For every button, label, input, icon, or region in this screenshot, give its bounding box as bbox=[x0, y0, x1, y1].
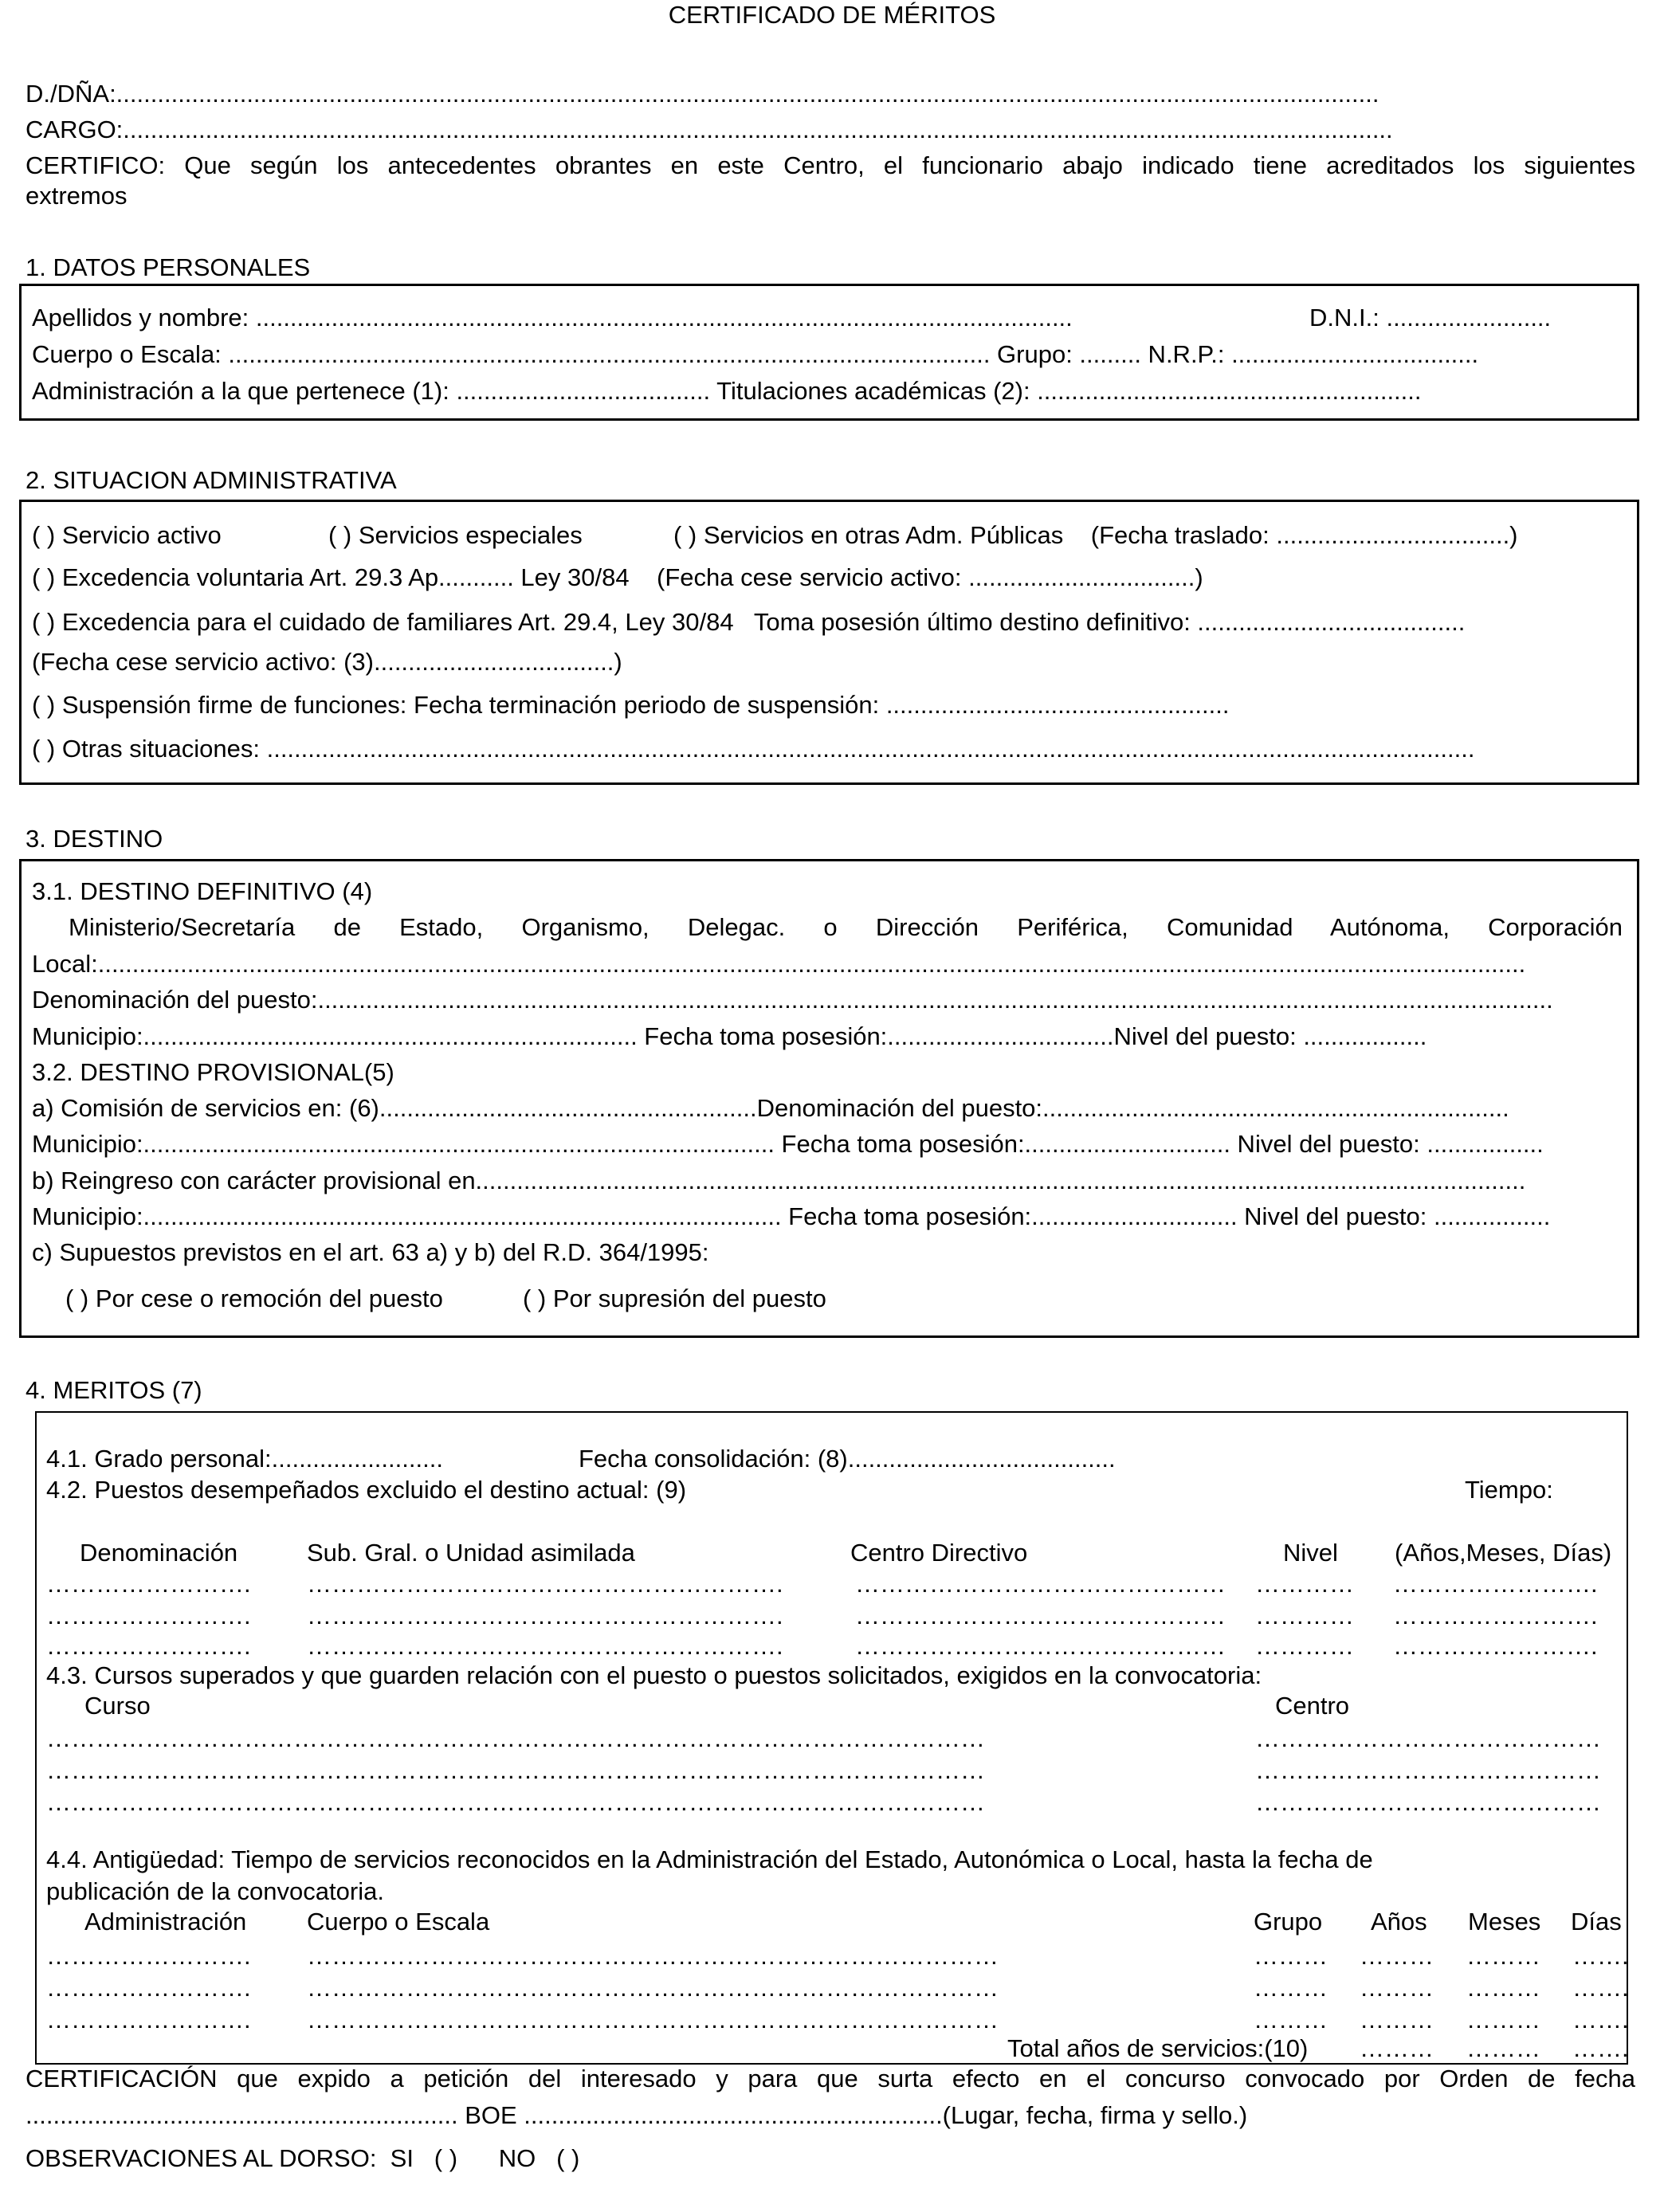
puestos-row-2-nivel: ………… bbox=[1255, 1602, 1354, 1630]
puestos-row-2-subgral: …………………………………………………. bbox=[307, 1602, 783, 1630]
antiguedad-row-2-administracion: ……………………. bbox=[46, 1974, 251, 2002]
col-centro: Centro bbox=[1275, 1692, 1350, 1720]
section-3-heading: 3. DESTINO bbox=[26, 825, 163, 853]
cursos-heading: 4.3. Cursos superados y que guarden relación con el puesto o puestos solicitados, exigidos en la convocatoria: bbox=[46, 1661, 1262, 1689]
puestos-row-1-tiempo: ……………………. bbox=[1393, 1570, 1598, 1598]
antiguedad-row-3-administracion: ……………………. bbox=[46, 2006, 251, 2034]
cursos-row-2-curso: …………………………………………………………………………………………………… bbox=[46, 1756, 985, 1784]
total-anos-label: Total años de servicios:(10) bbox=[1007, 2034, 1309, 2062]
total-meses: ……… bbox=[1466, 2034, 1540, 2062]
servicio-activo-option: ( ) Servicio activo bbox=[32, 521, 222, 549]
puestos-row-3-denominacion: ……………………. bbox=[46, 1632, 251, 1660]
col-curso: Curso bbox=[84, 1692, 151, 1720]
excedencia-cuidado-option: ( ) Excedencia para el cuidado de familiares Art. 29.4, Ley 30/84 Toma posesión último destino definitivo: ....................................... bbox=[32, 608, 1466, 636]
antiguedad-line1: 4.4. Antigüedad: Tiempo de servicios reconocidos en la Administración del Estado, Autonómica o Local, hasta la fecha de bbox=[46, 1845, 1373, 1873]
reingreso-field: b) Reingreso con carácter provisional en......................................................................................................................................................... bbox=[32, 1167, 1526, 1194]
servicios-otras-adm-option: ( ) Servicios en otras Adm. Públicas (Fecha traslado: ..................................) bbox=[673, 521, 1518, 549]
suspension-option: ( ) Suspensión firme de funciones: Fecha terminación periodo de suspensión: .................................................. bbox=[32, 691, 1230, 719]
apellidos-field: Apellidos y nombre: ....................................................................................................................... bbox=[32, 304, 1073, 331]
cursos-row-3-centro: …………………………………… bbox=[1255, 1788, 1601, 1816]
col-dias: Días bbox=[1571, 1908, 1622, 1936]
cursos-row-1-curso: …………………………………………………………………………………………………… bbox=[46, 1724, 985, 1752]
cese-remocion-option: ( ) Por cese o remoción del puesto bbox=[65, 1284, 443, 1312]
antiguedad-row-1-administracion: ……………………. bbox=[46, 1942, 251, 1970]
local-field: Local:................................................................................................................................................................................................................ bbox=[32, 950, 1526, 978]
col-anos-meses-dias: (Años,Meses, Días) bbox=[1395, 1539, 1612, 1567]
puestos-row-3-subgral: …………………………………………………. bbox=[307, 1632, 783, 1660]
col-administracion: Administración bbox=[84, 1908, 247, 1936]
puestos-row-3-centro: ……………………………………… bbox=[855, 1632, 1226, 1660]
cuerpo-escala-field: Cuerpo o Escala: ............................................................................................................... Grupo: ......... N.R.P.: .................................... bbox=[32, 340, 1479, 368]
cursos-row-3-curso: …………………………………………………………………………………………………… bbox=[46, 1788, 985, 1816]
antiguedad-row-3-cuerpo: ………………………………………………………………………… bbox=[307, 2006, 999, 2034]
antiguedad-line2: publicación de la convocatoria. bbox=[46, 1877, 384, 1905]
antiguedad-row-3-dias: ……. bbox=[1572, 2006, 1629, 2034]
cargo-field: CARGO:......................................................................................................................................................................................... bbox=[26, 116, 1393, 143]
puestos-row-1-centro: ……………………………………… bbox=[855, 1570, 1226, 1598]
certificacion-line1: CERTIFICACIÓN que expido a petición del interesado y para que surta efecto en el concurso convocado por Orden de fecha bbox=[26, 2065, 1635, 2092]
municipio-comision-field: Municipio:............................................................................................ Fecha toma posesión:.............................. Nivel del puesto: ................. bbox=[32, 1130, 1544, 1158]
puestos-row-2-centro: ……………………………………… bbox=[855, 1602, 1226, 1630]
supuestos-line: c) Supuestos previstos en el art. 63 a) y b) del R.D. 364/1995: bbox=[32, 1238, 709, 1266]
col-grupo: Grupo bbox=[1254, 1908, 1323, 1936]
comision-servicios-field: a) Comisión de servicios en: (6).......................................................Denominación del puesto:.................................................................... bbox=[32, 1094, 1509, 1122]
dona-field: D./DÑA:........................................................................................................................................................................................ bbox=[26, 80, 1379, 108]
fecha-cese-line: (Fecha cese servicio activo: (3)...................................) bbox=[32, 648, 622, 676]
puestos-desempenados-heading: 4.2. Puestos desempeñados excluido el destino actual: (9) bbox=[46, 1476, 687, 1504]
col-denominacion: Denominación bbox=[80, 1539, 238, 1567]
antiguedad-row-2-cuerpo: ………………………………………………………………………… bbox=[307, 1974, 999, 2002]
puestos-row-1-nivel: ………… bbox=[1255, 1570, 1354, 1598]
col-nivel: Nivel bbox=[1283, 1539, 1338, 1567]
puestos-row-1-denominacion: ……………………. bbox=[46, 1570, 251, 1598]
observaciones-line: OBSERVACIONES AL DORSO: SI ( ) NO ( ) bbox=[26, 2144, 580, 2172]
antiguedad-row-2-meses: ……… bbox=[1466, 1974, 1540, 2002]
col-sub-gral: Sub. Gral. o Unidad asimilada bbox=[307, 1539, 635, 1567]
antiguedad-row-2-anos: ……… bbox=[1360, 1974, 1434, 2002]
antiguedad-row-1-cuerpo: ………………………………………………………………………… bbox=[307, 1942, 999, 1970]
section-4-heading: 4. MERITOS (7) bbox=[26, 1376, 202, 1404]
certifico-text-line1: CERTIFICO: Que según los antecedentes obrantes en este Centro, el funcionario abajo indicado tiene acreditados los siguientes bbox=[26, 151, 1635, 179]
antiguedad-row-2-dias: ……. bbox=[1572, 1974, 1629, 2002]
municipio-definitivo-field: Municipio:........................................................................ Fecha toma posesión:.................................Nivel del puesto: .................. bbox=[32, 1022, 1427, 1050]
fecha-consolidacion-field: Fecha consolidación: (8)....................................... bbox=[579, 1445, 1116, 1473]
col-cuerpo-escala: Cuerpo o Escala bbox=[307, 1908, 490, 1936]
puestos-row-2-tiempo: ……………………. bbox=[1393, 1602, 1598, 1630]
servicios-especiales-option: ( ) Servicios especiales bbox=[328, 521, 583, 549]
col-anos: Años bbox=[1371, 1908, 1427, 1936]
page-title: CERTIFICADO DE MÉRITOS bbox=[668, 1, 996, 29]
destino-definitivo-heading: 3.1. DESTINO DEFINITIVO (4) bbox=[32, 877, 373, 905]
col-meses: Meses bbox=[1468, 1908, 1541, 1936]
total-anos: ……… bbox=[1360, 2034, 1434, 2062]
puestos-row-3-nivel: ………… bbox=[1255, 1632, 1354, 1660]
antiguedad-row-1-meses: ……… bbox=[1466, 1942, 1540, 1970]
destino-provisional-heading: 3.2. DESTINO PROVISIONAL(5) bbox=[32, 1058, 394, 1086]
puestos-row-1-subgral: …………………………………………………. bbox=[307, 1570, 783, 1598]
antiguedad-row-1-dias: ……. bbox=[1572, 1942, 1629, 1970]
cursos-row-2-centro: …………………………………… bbox=[1255, 1756, 1601, 1784]
grado-personal-field: 4.1. Grado personal:......................... bbox=[46, 1445, 443, 1473]
ministerio-line: Ministerio/Secretaría de Estado, Organismo, Delegac. o Dirección Periférica, Comunidad Autónoma, Corporación bbox=[69, 913, 1623, 941]
section-2-heading: 2. SITUACION ADMINISTRATIVA bbox=[26, 466, 397, 494]
certificacion-line2: ............................................................... BOE .............................................................(Lugar, fecha, firma y sello.) bbox=[26, 2101, 1248, 2129]
tiempo-label: Tiempo: bbox=[1465, 1476, 1553, 1504]
excedencia-voluntaria-option: ( ) Excedencia voluntaria Art. 29.3 Ap........... Ley 30/84 (Fecha cese servicio activo: .................................) bbox=[32, 563, 1203, 591]
antiguedad-row-2-grupo: ……… bbox=[1254, 1974, 1328, 2002]
antiguedad-row-1-anos: ……… bbox=[1360, 1942, 1434, 1970]
dni-field: D.N.I.: ........................ bbox=[1309, 304, 1552, 331]
municipio-reingreso-field: Municipio:............................................................................................. Fecha toma posesión:.............................. Nivel del puesto: ................. bbox=[32, 1202, 1551, 1230]
puestos-row-2-denominacion: ……………………. bbox=[46, 1602, 251, 1630]
denominacion-puesto-field: Denominación del puesto:.................................................................................................................................................................................... bbox=[32, 986, 1553, 1014]
antiguedad-row-3-meses: ……… bbox=[1466, 2006, 1540, 2034]
antiguedad-row-1-grupo: ……… bbox=[1254, 1942, 1328, 1970]
col-centro-directivo: Centro Directivo bbox=[850, 1539, 1028, 1567]
section-1-heading: 1. DATOS PERSONALES bbox=[26, 253, 311, 281]
puestos-row-3-tiempo: ……………………. bbox=[1393, 1632, 1598, 1660]
antiguedad-row-3-grupo: ……… bbox=[1254, 2006, 1328, 2034]
total-dias: ……. bbox=[1572, 2034, 1629, 2062]
supresion-option: ( ) Por supresión del puesto bbox=[523, 1284, 826, 1312]
antiguedad-row-3-anos: ……… bbox=[1360, 2006, 1434, 2034]
administracion-field: Administración a la que pertenece (1): ..................................... Titulaciones académicas (2): ........................................................ bbox=[32, 377, 1422, 405]
certifico-text-line2: extremos bbox=[26, 182, 128, 210]
otras-situaciones-option: ( ) Otras situaciones: ................................................................................................................................................................................ bbox=[32, 735, 1475, 763]
cursos-row-1-centro: …………………………………… bbox=[1255, 1724, 1601, 1752]
